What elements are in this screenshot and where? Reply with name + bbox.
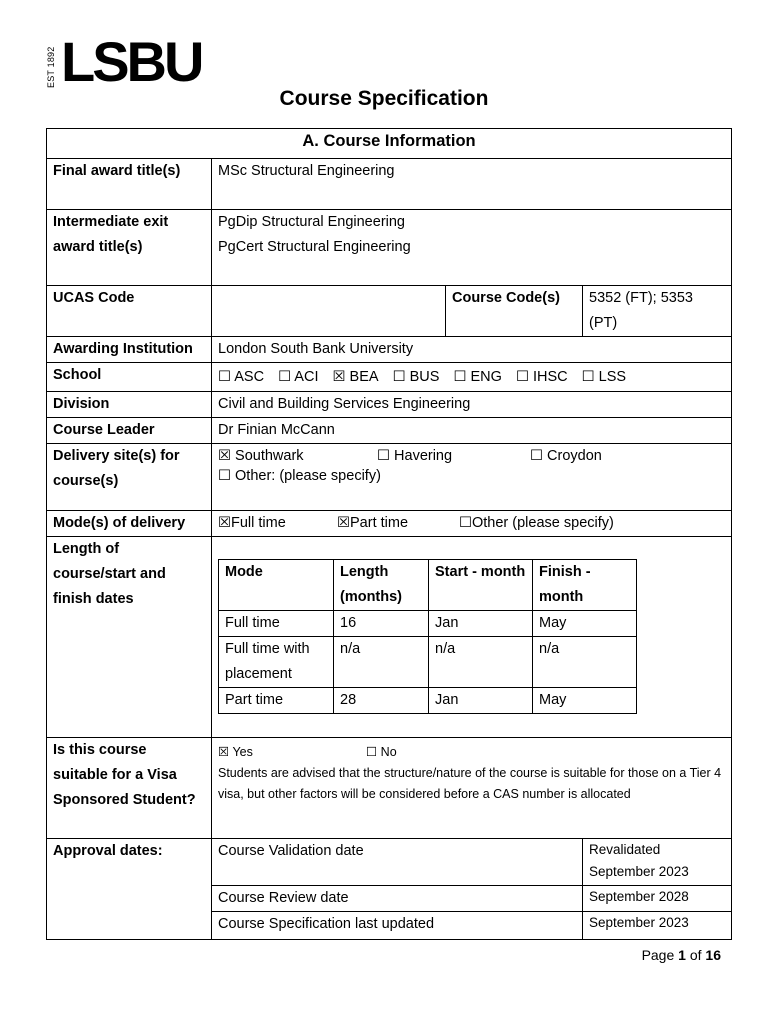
logo-wordmark: LSBU <box>61 30 202 93</box>
institution-row <box>47 337 732 363</box>
division-label: Division <box>47 392 212 418</box>
delivery-option-havering[interactable]: ☐ Havering <box>377 448 453 464</box>
intermediate-award-pgcert: PgCert Structural Engineering <box>218 239 411 255</box>
length-cell-mode: Part time <box>219 688 334 714</box>
delivery-site-options <box>212 444 732 511</box>
ucas-code-value <box>212 286 446 337</box>
delivery-option-southwark[interactable]: ☒ Southwark <box>218 448 304 464</box>
mode-option-part-time[interactable]: ☒Part time <box>337 515 409 531</box>
visa-note: Students are advised that the structure/nature of the course is suitable for those on a Tier 4 visa, but other factors will be considered before a CAS number is allocated <box>218 766 722 801</box>
ucas-row <box>47 286 732 337</box>
length-cell-months: n/a <box>334 637 429 688</box>
institution-label: Awarding Institution <box>47 337 212 363</box>
visa-option-no[interactable]: ☐ No <box>366 745 397 759</box>
length-cell-finish: May <box>533 688 637 714</box>
page-title: Course Specification <box>279 87 489 110</box>
approval-updated-value: September 2023 <box>583 912 732 940</box>
page-total: 16 <box>705 947 721 963</box>
approval-updated-label: Course Specification last updated <box>212 912 583 940</box>
course-leader-label: Course Leader <box>47 418 212 444</box>
table-row <box>219 611 637 637</box>
approval-validation-label: Course Validation date <box>212 839 583 886</box>
logo-established-year: EST 1892 <box>46 46 56 88</box>
table-row <box>219 637 637 688</box>
page-prefix: Page <box>641 947 675 963</box>
delivery-site-label: Delivery site(s) for course(s) <box>47 444 212 511</box>
length-cell-finish: n/a <box>533 637 637 688</box>
school-options <box>212 363 732 392</box>
length-header-mode: Mode <box>219 560 334 611</box>
course-length-label: Length of course/start and finish dates <box>47 537 212 738</box>
course-leader-row <box>47 418 732 444</box>
course-leader-value: Dr Finian McCann <box>212 418 732 444</box>
delivery-option-other[interactable]: ☐ Other: (please specify) <box>218 468 381 484</box>
ucas-code-label: UCAS Code <box>47 286 212 337</box>
final-award-value: MSc Structural Engineering <box>212 159 732 210</box>
school-option-asc[interactable]: ☐ ASC <box>218 369 265 385</box>
approval-row-validation <box>47 839 732 886</box>
division-value: Civil and Building Services Engineering <box>212 392 732 418</box>
length-cell-mode: Full time with placement <box>219 637 334 688</box>
page-number <box>642 947 721 963</box>
school-option-lss[interactable]: ☐ LSS <box>581 369 627 385</box>
school-label: School <box>47 363 212 392</box>
length-header-start: Start - month <box>429 560 533 611</box>
length-cell-mode: Full time <box>219 611 334 637</box>
intermediate-award-row <box>47 210 732 286</box>
mode-option-other[interactable]: ☐Other (please specify) <box>459 515 614 531</box>
visa-label: Is this course suitable for a Visa Sponsored Student? <box>47 738 212 839</box>
intermediate-award-label: Intermediate exit award title(s) <box>47 210 212 286</box>
division-row <box>47 392 732 418</box>
intermediate-award-values <box>212 210 732 286</box>
school-option-bus[interactable]: ☐ BUS <box>392 369 440 385</box>
length-header-finish: Finish - month <box>533 560 637 611</box>
length-header-length: Length (months) <box>334 560 429 611</box>
delivery-site-row <box>47 444 732 511</box>
final-award-row <box>47 159 732 210</box>
mode-option-full-time[interactable]: ☒Full time <box>218 515 286 531</box>
page-current: 1 <box>678 947 686 963</box>
section-header-row <box>47 129 732 159</box>
length-cell-start: n/a <box>429 637 533 688</box>
course-length-table <box>218 559 637 714</box>
course-info-table <box>46 128 732 940</box>
delivery-mode-options <box>212 511 732 537</box>
length-table-header <box>219 560 637 611</box>
approval-review-value: September 2028 <box>583 886 732 912</box>
school-option-ihsc[interactable]: ☐ IHSC <box>515 369 568 385</box>
length-cell-months: 16 <box>334 611 429 637</box>
length-cell-months: 28 <box>334 688 429 714</box>
course-length-row <box>47 537 732 738</box>
delivery-mode-label: Mode(s) of delivery <box>47 511 212 537</box>
school-row <box>47 363 732 392</box>
length-cell-start: Jan <box>429 611 533 637</box>
course-code-label: Course Code(s) <box>446 286 583 337</box>
delivery-option-croydon[interactable]: ☐ Croydon <box>530 448 602 464</box>
visa-option-yes[interactable]: ☒ Yes <box>218 745 253 759</box>
intermediate-award-pgdip: PgDip Structural Engineering <box>218 214 405 230</box>
approval-review-label: Course Review date <box>212 886 583 912</box>
page-of: of <box>689 947 702 963</box>
section-title: A. Course Information <box>47 129 732 159</box>
final-award-label: Final award title(s) <box>47 159 212 210</box>
visa-cell <box>212 738 732 839</box>
approval-label: Approval dates: <box>47 839 212 940</box>
length-cell-start: Jan <box>429 688 533 714</box>
school-option-bea[interactable]: ☒ BEA <box>332 369 379 385</box>
approval-validation-value: Revalidated September 2023 <box>583 839 732 886</box>
length-cell-finish: May <box>533 611 637 637</box>
institution-value: London South Bank University <box>212 337 732 363</box>
school-option-aci[interactable]: ☐ ACI <box>278 369 319 385</box>
table-row <box>219 688 637 714</box>
school-option-eng[interactable]: ☐ ENG <box>453 369 502 385</box>
course-length-cell <box>212 537 732 738</box>
visa-row <box>47 738 732 839</box>
delivery-mode-row <box>47 511 732 537</box>
course-code-value: 5352 (FT); 5353 (PT) <box>583 286 732 337</box>
